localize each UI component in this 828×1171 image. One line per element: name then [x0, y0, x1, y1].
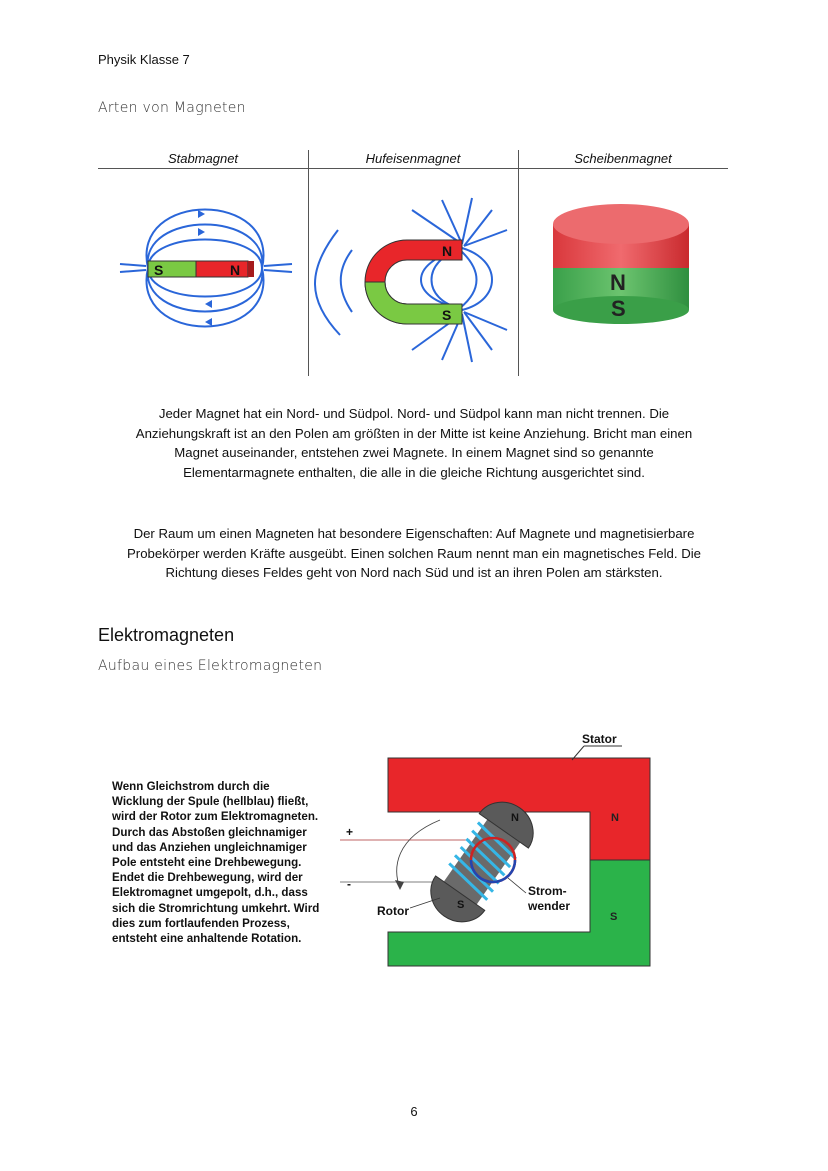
- table-header-rule: [98, 168, 728, 169]
- paragraph-1-line-4: Elementarmagnete enthalten, die alle in die gleiche Richtung ausgerichtet sind.: [183, 464, 645, 480]
- disc-s-label: S: [611, 296, 626, 321]
- motor-line-7: Endet die Drehbewegung, wird der: [112, 871, 303, 885]
- motor-line-2: Wicklung der Spule (hellblau) fließt,: [112, 795, 309, 809]
- motor-line-9: sich die Stromrichtung umkehrt. Wird: [112, 901, 320, 915]
- rotor-s-label: S: [457, 899, 465, 911]
- motor-line-10: dies zum fortlaufenden Prozess,: [112, 916, 290, 930]
- motor-line-6: Pole entsteht eine Drehbewegung.: [112, 856, 302, 870]
- commutator-label-line1: Strom-: [528, 884, 567, 898]
- stator-s-label: S: [610, 911, 618, 923]
- paragraph-1-line-2: Anziehungskraft ist an den Polen am größten in der Mitte ist keine Anziehung. Bricht man einen: [135, 425, 693, 441]
- electric-motor-diagram: [340, 728, 660, 973]
- motor-line-11: entsteht eine anhaltende Rotation.: [112, 932, 302, 946]
- stator-n-label: N: [611, 812, 619, 824]
- section-title-elektromagneten: Elektromagneten: [98, 625, 235, 645]
- disc-n-label: N: [610, 270, 626, 295]
- table-divider-1: [308, 150, 309, 376]
- bar-magnet-n-label: N: [230, 262, 241, 278]
- table-divider-2: [518, 150, 519, 376]
- bar-magnet-illustration: [110, 190, 300, 350]
- motor-line-8: Elektromagnet umgepolt, d.h., dass: [112, 886, 308, 900]
- paragraph-magnet-poles: [98, 404, 730, 482]
- stator-label: Stator: [582, 732, 617, 746]
- horseshoe-magnet-illustration: [312, 190, 516, 370]
- paragraph-2-line-1: Der Raum um einen Magneten hat besondere Eigenschaften: Auf Magnete und magnetisierbare: [133, 526, 695, 541]
- bar-magnet-north: [196, 261, 248, 277]
- column-header-hufeisenmagnet: Hufeisenmagnet: [365, 151, 461, 166]
- page-number: 6: [410, 1104, 418, 1119]
- rotor-label: Rotor: [377, 904, 409, 918]
- motor-line-3: wird der Rotor zum Elektromagneten.: [112, 810, 319, 824]
- column-header-scheibenmagnet: Scheibenmagnet: [574, 151, 672, 166]
- bar-magnet-s-label: S: [154, 262, 164, 278]
- paragraph-1-line-1: Jeder Magnet hat ein Nord- und Südpol. Nord- und Südpol kann man nicht trennen. Die: [158, 406, 670, 421]
- commutator-label-line2: wender: [528, 899, 571, 913]
- horseshoe-n-label: N: [442, 243, 453, 259]
- page-header: Physik Klasse 7: [98, 52, 190, 67]
- rotor-n-label: N: [511, 812, 519, 824]
- motor-description: [112, 779, 352, 946]
- motor-line-1: Wenn Gleichstrom durch die: [112, 780, 270, 793]
- column-header-stabmagnet: Stabmagnet: [167, 151, 239, 166]
- paragraph-2-line-2: Probekörper werden Kräfte ausgeübt. Einen solchen Raum nennt man ein magnetisches Feld. Die: [127, 545, 701, 561]
- minus-terminal: -: [347, 877, 351, 891]
- rotation-arrow: [397, 820, 440, 888]
- paragraph-2-line-3: Richtung dieses Feldes geht von Nord nach Süd und ist an ihren Polen am stärksten.: [165, 565, 663, 580]
- section-subtitle-magnet-types: Arten von Magneten: [98, 100, 246, 116]
- plus-terminal: +: [346, 825, 354, 839]
- paragraph-magnetic-field: [98, 524, 730, 583]
- disc-magnet-illustration: [548, 196, 694, 356]
- motor-line-4: Durch das Abstoßen gleichnamiger: [112, 825, 307, 839]
- horseshoe-s-label: S: [442, 307, 452, 323]
- section-subtitle-aufbau: Aufbau eines Elektromagneten: [98, 658, 323, 674]
- motor-line-5: und das Anziehen ungleichnamiger: [112, 840, 307, 854]
- paragraph-1-line-3: Magnet auseinander, entstehen zwei Magnete. In einem Magnet sind so genannte: [174, 445, 654, 460]
